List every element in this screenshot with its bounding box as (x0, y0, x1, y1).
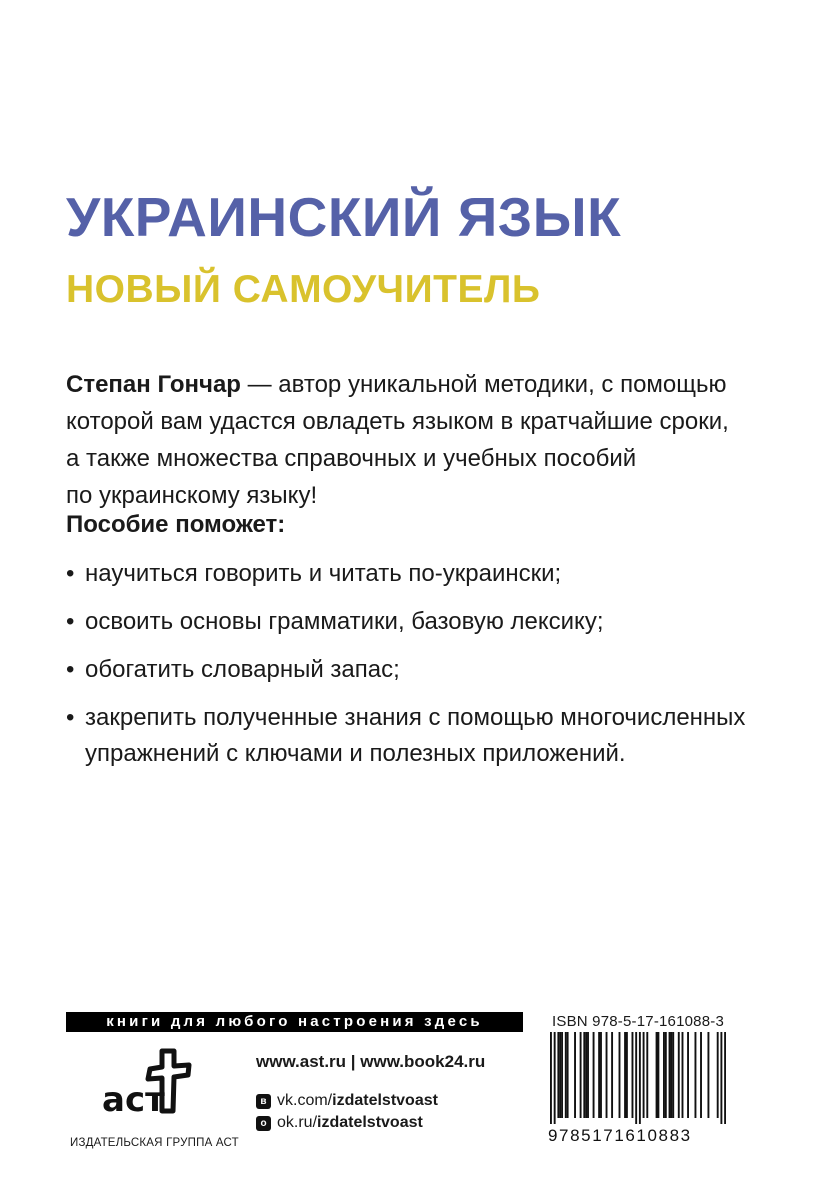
bullet-icon: • (66, 656, 75, 683)
book-title: УКРАИНСКИЙ ЯЗЫК (66, 186, 622, 248)
author-description (66, 366, 766, 514)
barcode-bar (632, 1032, 634, 1118)
barcode-bar (707, 1032, 709, 1118)
barcode-bar (587, 1032, 589, 1118)
publisher-links (256, 1052, 485, 1134)
intro-line-4: по украинскому языку! (66, 482, 318, 509)
publisher-name: ИЗДАТЕЛЬСКАЯ ГРУППА АСТ (70, 1137, 239, 1149)
barcode-bar (567, 1032, 569, 1118)
barcode-bar (672, 1032, 674, 1118)
barcode-bar (687, 1032, 689, 1118)
barcode-bar (700, 1032, 702, 1118)
benefits-heading: Пособие поможет: (66, 511, 286, 538)
barcode-bar (665, 1032, 667, 1118)
ast-logo (96, 1045, 196, 1125)
barcode-bar (682, 1032, 684, 1118)
barcode-bar (559, 1032, 561, 1118)
author-name: Степан Гончар (66, 371, 241, 398)
tagline-banner: книги для любого настроения здесь (66, 1012, 523, 1032)
barcode-bar (624, 1032, 626, 1118)
barcode-bar (717, 1032, 719, 1118)
barcode-bar (635, 1032, 637, 1124)
list-item: • обогатить словарный запас; (66, 652, 786, 688)
barcode-bar (639, 1032, 641, 1124)
list-item: • освоить основы грамматики, базовую лексику; (66, 604, 786, 640)
barcode-bar (611, 1032, 613, 1118)
barcode-bar (606, 1032, 608, 1118)
barcode-bar (554, 1032, 556, 1124)
list-item: • научиться говорить и читать по-украински; (66, 556, 786, 592)
barcode-bar (724, 1032, 726, 1124)
site-links[interactable]: www.ast.ru | www.book24.ru (256, 1052, 486, 1071)
intro-line-2: которой вам удастся овладеть языком в кратчайшие сроки, (66, 408, 729, 435)
bullet-icon: • (66, 560, 75, 587)
barcode-bar (626, 1032, 628, 1118)
vk-link[interactable]: в vk.com/ izdatelstvoast (256, 1090, 485, 1112)
barcode-bar (643, 1032, 645, 1118)
barcode-bar (670, 1032, 672, 1118)
ok-icon: о (256, 1116, 271, 1131)
barcode-bar (557, 1032, 559, 1118)
barcode-bar (593, 1032, 595, 1118)
barcode-bar (619, 1032, 621, 1118)
barcode-bar (585, 1032, 587, 1118)
list-item: • закрепить полученные знания с помощью многочисленных упражнений с ключами и полезных приложений. (66, 700, 786, 772)
barcode-bar (663, 1032, 665, 1118)
barcode-bar (550, 1032, 552, 1124)
barcode-bar (598, 1032, 600, 1118)
bullet-icon: • (66, 608, 75, 635)
barcode-bar (583, 1032, 585, 1118)
barcode-bar (646, 1032, 648, 1118)
intro-line-1: — автор уникальной методики, с помощью (240, 371, 727, 398)
vk-icon: в (256, 1094, 271, 1109)
intro-line-3: а также множества справочных и учебных пособий (66, 445, 637, 472)
bullet-icon: • (66, 704, 75, 731)
barcode-bar (657, 1032, 659, 1118)
barcode-bar (574, 1032, 576, 1118)
logo-text: аст (102, 1080, 165, 1120)
barcode-digits: 9785171610883 (548, 1126, 692, 1145)
barcode-bar (580, 1032, 582, 1118)
barcode-bar (565, 1032, 567, 1118)
ok-link[interactable]: о ok.ru/ izdatelstvoast (256, 1112, 485, 1134)
benefits-list (66, 556, 786, 784)
barcode-bar (561, 1032, 563, 1118)
book-subtitle: НОВЫЙ САМОУЧИТЕЛЬ (66, 268, 541, 311)
barcode-bar (656, 1032, 658, 1118)
barcode-bar (720, 1032, 722, 1124)
barcode-bar (678, 1032, 680, 1118)
barcode-bar (600, 1032, 602, 1118)
barcode-bar (669, 1032, 671, 1118)
barcode-bar (695, 1032, 697, 1118)
barcode (550, 1032, 726, 1124)
isbn-label: ISBN 978-5-17-161088-3 (552, 1013, 725, 1030)
